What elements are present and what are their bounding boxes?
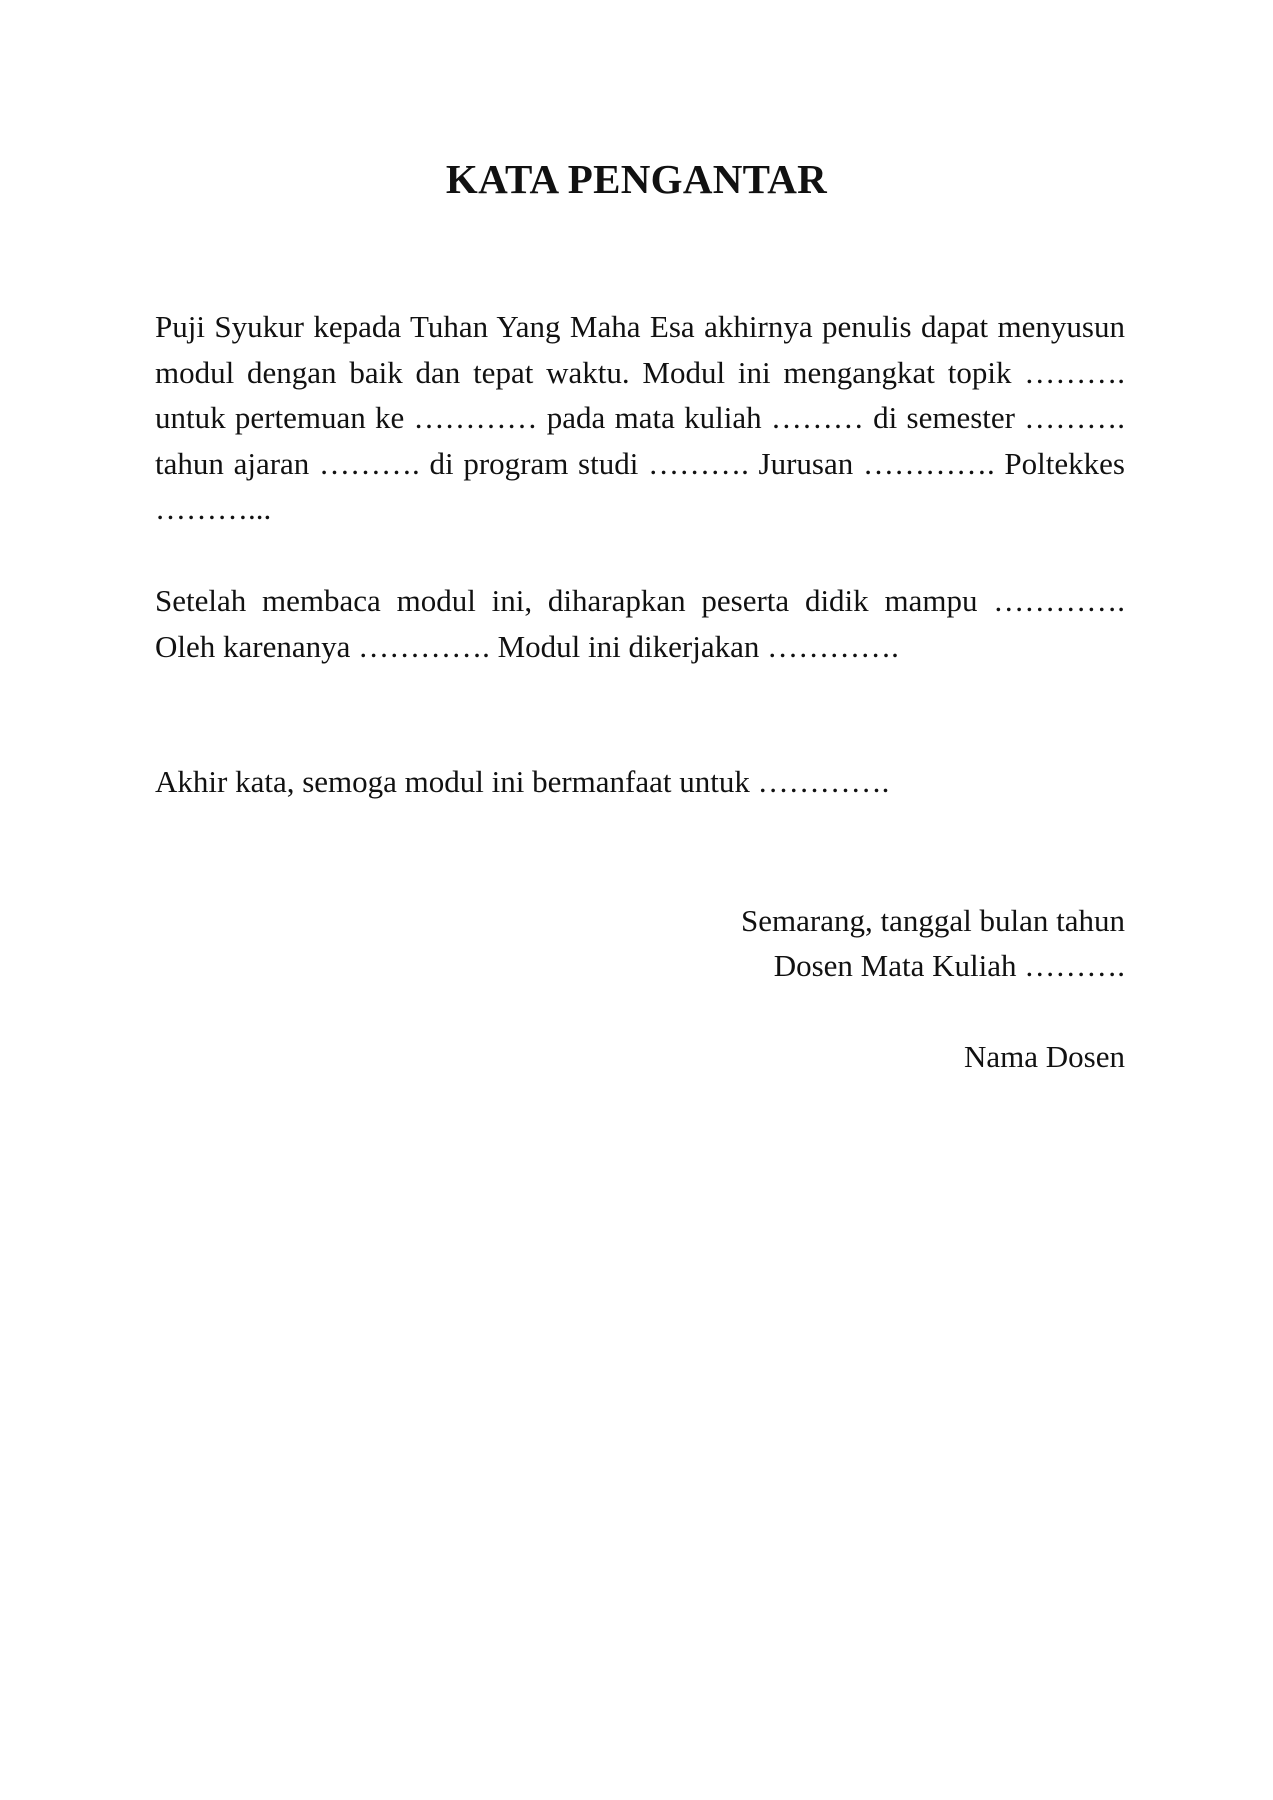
page-title: KATA PENGANTAR xyxy=(445,156,828,202)
paragraph-closing: Akhir kata, semoga modul ini bermanfaat untuk …………. xyxy=(155,764,890,799)
signature-place-date: Semarang, tanggal bulan tahun xyxy=(741,903,1125,938)
signature-role: Dosen Mata Kuliah ………. xyxy=(773,948,1125,983)
signature-name: Nama Dosen xyxy=(964,1039,1125,1074)
paragraph-intro: Puji Syukur kepada Tuhan Yang Maha Esa akhirnya penulis dapat menyusun modul dengan baik dan tepat waktu. Modul ini mengangkat topik ………. untuk pertemuan ke ………… pada mata kuliah ……… di semester ………. tahun ajaran ………. di program studi ………. Jurusan …………. Poltekkes ………... xyxy=(155,309,1125,526)
paragraph-objective: Setelah membaca modul ini, diharapkan peserta didik mampu …………. Oleh karenanya …………. Modul ini dikerjakan …………. xyxy=(155,583,1125,664)
